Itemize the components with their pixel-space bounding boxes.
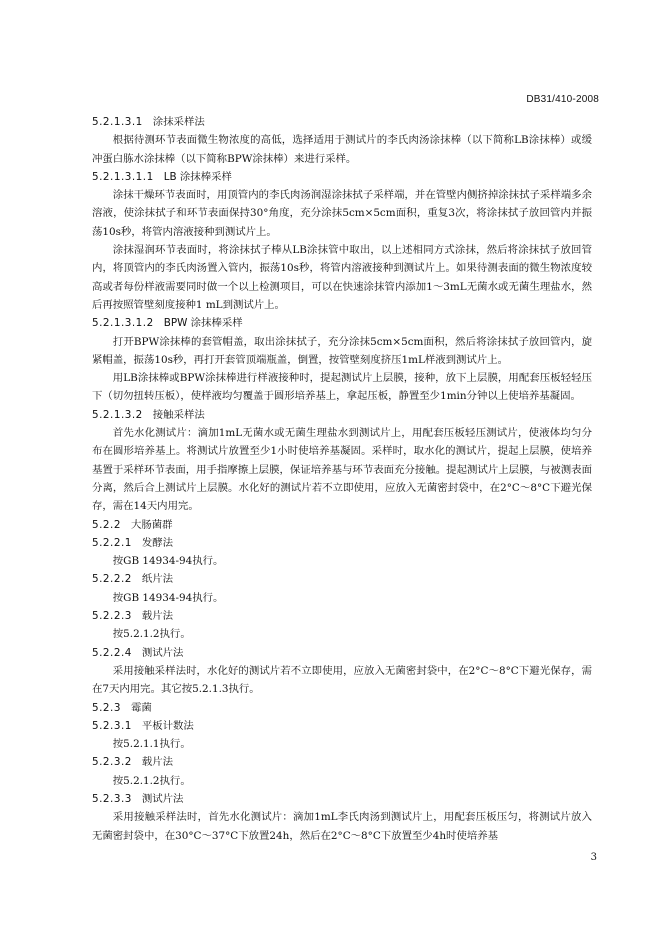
- section-title: 大肠菌群: [130, 518, 173, 531]
- section-title: 接触采样法: [152, 408, 205, 421]
- body-paragraph: 根据待测环节表面微生物浓度的高低，选择适用于测试片的李氏肉汤涂抹棒（以下简称LB涂抹棒）或缓冲蛋白胨水涂抹棒（以下简称BPW涂抹棒）来进行采样。: [92, 134, 592, 165]
- section-heading: [92, 699, 592, 717]
- section-heading: [92, 113, 592, 131]
- body-paragraph: 涂抹干燥环节表面时，用顶管内的李氏肉汤润湿涂抹拭子采样端，并在管壁内侧挤掉涂抹拭子采样端多余溶液，使涂抹拭子和环节表面保持30°角度，充分涂抹5cm×5cm面积，重复3次，将涂抹拭子放回管内并振荡10s秒，将管内溶液接种到测试片上。: [92, 189, 592, 238]
- section-heading: [92, 406, 592, 424]
- section-title: 平板计数法: [141, 719, 194, 732]
- body-paragraph: 按5.2.1.1执行。: [112, 738, 191, 751]
- body-paragraph: 按GB 14934-94执行。: [112, 591, 224, 604]
- section-number: 5.2.2: [92, 518, 121, 531]
- section-title: 涂抹采样法: [152, 116, 205, 128]
- section-number: 5.2.1.3.2: [92, 408, 143, 421]
- section-heading: [92, 168, 592, 186]
- section-title: 载片法: [141, 610, 174, 623]
- section-title: 霉菌: [130, 701, 152, 714]
- section-heading: [92, 314, 592, 332]
- section-heading: [92, 516, 592, 534]
- section-number: 5.2.2.2: [92, 573, 132, 586]
- body-paragraph: 按GB 14934-94执行。: [112, 555, 224, 568]
- body-paragraph: 涂抹湿润环节表面时，将涂抹拭子棒从LB涂抹管中取出，以上述相同方式涂抹，然后将涂抹拭子放回管内，将顶管内的李氏肉汤置入管内，振荡10s秒，将管内溶液接种到测试片上。如果待测表面的微生物浓度较高或者每份样液需要同时做一个以上检测项目，可以在快速涂抹管内添加1～3mL无菌水或无菌生理盐水，然后再按照管壁刻度接种1 mL到测试片上。: [92, 244, 592, 311]
- section-number: 5.2.3.1: [92, 719, 132, 732]
- section-number: 5.2.3: [92, 701, 121, 714]
- section-heading: [92, 570, 592, 588]
- section-number: 5.2.2.1: [92, 536, 132, 549]
- section-heading: [92, 790, 592, 808]
- section-number: 5.2.2.4: [92, 646, 132, 659]
- body-paragraph: 首先水化测试片：滴加1mL无菌水或无菌生理盐水到测试片上，用配套压板轻压测试片，使液体均匀分布在圆形培养基上。将测试片放置至少1小时使培养基凝固。采样时，取水化的测试片，提起上层膜，使培养基置于采样环节表面，用手指摩擦上层膜，保证培养基与环节表面充分接触。提起测试片上层膜，与被测表面分离，然后合上测试片上层膜。水化好的测试片若不立即使用，应放入无菌密封袋中，在2°C～8°C下避光保存，需在14天内用完。: [92, 427, 592, 513]
- standard-code: DB31/410-2008: [526, 94, 599, 105]
- section-heading: [92, 717, 592, 735]
- section-number: 5.2.3.3: [92, 792, 132, 805]
- section-title: LB 涂抹棒采样: [163, 170, 232, 183]
- body-paragraph: 按5.2.1.2执行。: [112, 628, 191, 641]
- section-heading: [92, 607, 592, 625]
- section-heading: [92, 753, 592, 771]
- section-title: BPW 涂抹棒采样: [163, 317, 243, 330]
- section-title: 测试片法: [141, 792, 184, 805]
- section-heading: [92, 644, 592, 662]
- section-heading: [92, 534, 592, 552]
- body-paragraph: 打开BPW涂抹棒的套管帽盖，取出涂抹拭子，充分涂抹5cm×5cm面积，然后将涂抹拭子放回管内，旋紧帽盖，振荡10s秒，再打开套管顶端瓶盖，倒置，按管壁刻度挤压1mL样液到测试片上。: [92, 335, 592, 366]
- section-number: 5.2.3.2: [92, 756, 132, 769]
- body-paragraph: 采用接触采样法时，首先水化测试片：滴加1mL李氏肉汤到测试片上，用配套压板压匀，将测试片放入无菌密封袋中，在30°C～37°C下放置24h，然后在2°C～8°C下放置至少4h时使培养基: [92, 811, 592, 842]
- section-title: 发酵法: [141, 536, 174, 549]
- body-paragraph: 按5.2.1.2执行。: [112, 774, 191, 787]
- section-title: 测试片法: [141, 646, 184, 659]
- section-number: 5.2.2.3: [92, 610, 132, 623]
- document-body: [92, 113, 592, 845]
- section-number: 5.2.1.3.1.2: [92, 317, 154, 330]
- section-number: 5.2.1.3.1.1: [92, 170, 154, 183]
- page-number: 3: [590, 852, 597, 863]
- section-number: 5.2.1.3.1: [92, 116, 143, 128]
- body-paragraph: 采用接触采样法时，水化好的测试片若不立即使用，应放入无菌密封袋中，在2°C～8°C下避光保存，需在7天内用完。其它按5.2.1.3执行。: [92, 664, 592, 696]
- body-paragraph: 用LB涂抹棒或BPW涂抹棒进行样液接种时，提起测试片上层膜，接种，放下上层膜，用配套压板轻轻压下（切勿扭转压板），使样液均匀覆盖于圆形培养基上，拿起压板，静置至少1min分钟以上使培养基凝固。: [92, 372, 592, 403]
- section-title: 纸片法: [141, 573, 174, 586]
- section-title: 载片法: [141, 756, 174, 769]
